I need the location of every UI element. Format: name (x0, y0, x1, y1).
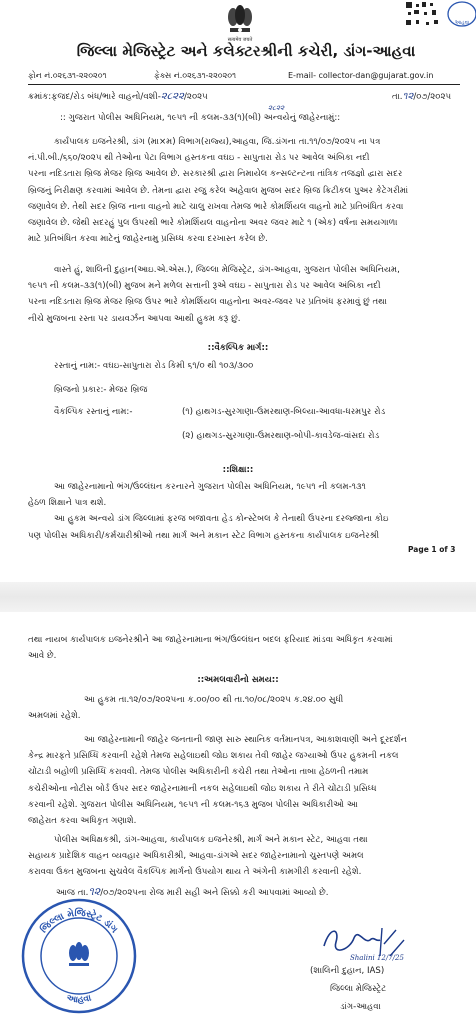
signatory-title: જિલ્લા મેજિસ્ટ્રેટ (330, 984, 387, 994)
subject-line: :: ગુજરાત પોલીસ અધિનિયમ, ૧૯૫૧ ની કલમ-૩૩(૧)(બી) અન્વયેનું જાહેરનામું:: (60, 113, 341, 123)
seal-emblem-icon (69, 942, 89, 966)
seal-bottom-text: આહવા (65, 993, 93, 1006)
signature-mark (320, 920, 410, 964)
signatory-name: (શાલિની દુહાન, IAS) (310, 966, 385, 976)
office-title: જિલ્લા મેજિસ્ટ્રેટ અને કલેક્ટરશ્રીની કચેરી, ડાંગ-આહવા (76, 42, 416, 60)
qr-code-icon (404, 0, 476, 30)
signatory-location: ડાંગ-આહવા (340, 1002, 381, 1012)
proposal-paragraph: કાર્યપાલક ઇજનેરશ્રી, ડાંગ (મા×મ) વિભાગ(રાજ્ય),આહવા, જિ.ડાંગના તા.૧૧/૦૭/૨૦૨૫ ના પત્ર નં.પી.બી./૬૬૦/૨૦૨૫ થી તેઓના પેટા વિભાગ હસ્તકના વઘઇ - સાપુતારા રોડ પર આવેલ અંબિકા નદી પરના નદિડતારા બ્રિજ મેજર બ્રિજ આવેલ છે. સરકારશ્રી દ્વારા નિમાયેલ કન્સલ્ટન્ટના તાંત્રિક તજજ્ઞો દ્વારા સદર બ્રિજનું નિરીક્ષણ કરવામાં આવેલ છે. તેમના દ્વારા રજુ કરેલ અહેવાલ મુજબ સદર બ્રિજ ક્રિટીકલ પુઅર કેટેગરીમાં જણાવેલ છે. તેથી સદર બ્રિજ નાના વાહનો માટે ચાલુ રાખવા તેમજ ભારે કોમર્શિયલ વાહનો માટે પ્રતિબંધિત કરવા જણાવેલ છે. જેથી સદરહું પુલ ઉપરથી ભારે કોમર્શિયલ વાહનોના અવર જવર માટે ૧ (એક) વર્ષના સમયગાળા માટે પ્રતિબંધિત કરવા માટેનું જાહેરનામુ પ્રસિધ્ધ કરવા દરખાસ્ત કરેલ છે. (28, 137, 409, 245)
handwritten-date: ૧૨ (402, 91, 414, 102)
publicity-paragraph: આ જાહેરનામાની જાહેર જનતાની જાણ સારુ સ્થાનિક વર્તમાનપત્ર, આકાશવાણી અને દૂરદર્શન કેન્દ્ર મારફતે પ્રસિધ્ધિ કરવાની રહેશે તેમજ સહેલાઇથી જોઇ શકાય તેવી જાહેર જગ્યાઓ ઉપર હુકમની નકલ ચોંટાડી બહોળી પ્રસિધ્ધિ કરાવવી. તેમજ પોલીસ અધિકારીની કચેરી તથા તેઓના તાબા હેઠળની તમામ કચેરીઓના નોટીસ બોર્ડ ઉપર સદર જાહેરનામાની નકલ સહેલાઇથી જોઇ શકાય તે રીતે ચોંટાડી પ્રસિધ્ધ કરવાની રહેશે. ગુજરાત પોલીસ અધિનિયમ, ૧૯૫૧ ની કલમ-૧૬૩ મુજબ પોલીસ અધિકારીઓ આ જાહેરાત કરવા અધિકૃત ગણાશે. (28, 735, 408, 827)
signing-date-line: આજ તા.૧૨/૦૭/૨૦૨૫ના રોજ મારી સહી અને સિક્કો કરી આપવામાં આવ્યો છે. (56, 885, 329, 898)
order-paragraph: વાસ્તે હું, શાલિની દુહાન(આઇ.એ.એસ.), જિલ્લા મેજિસ્ટ્રેટ, ડાંગ-આહવા, ગુજરાત પોલીસ અધિનિયમ, ૧૯૫૧ ની કલમ-૩૩(૧)(બી) મુજબ મને મળેલ સત્તાની રૂએ વઘઇ - સાપુતારા રોડ પર આવેલ અંબિકા નદી પરના નદિડતારા બ્રિજ મેજર બ્રિજ ઉપર ભારે કોમર્શિયલ વાહનોના અવર-જવર પર પ્રતિબંધ ફરમાવું છું તથા નીચે મુજબના રસ્તા પર ડાયવર્ઝન આપવા આથી હુકમ કરૂ છું. (28, 265, 400, 324)
order-year: /૨૦૨૫ (184, 92, 208, 102)
svg-text:આહવા (66, 993, 93, 1005)
seal-top-text: જિલ્લા મેજિસ્ટ્રેટ ડાંગ (38, 907, 120, 936)
official-seal-icon (18, 895, 140, 1017)
page-number: Page 1 of 3 (408, 545, 456, 554)
enforcement-paragraph: પોલીસ અધિક્ષકશ્રી, ડાંગ-આહવા, કાર્યપાલક ઇજનેરશ્રી, માર્ગ અને મકાન સ્ટેટ, આહવા તથા સહાયક પ્રાદેશિક વાહન વ્યવહાર અધિકારીશ્રી, આહવા-ડાંગએ સદર જાહેરનામાનો ચુસ્તપણે અમલ કરાવવા ઉક્ત મુજબના સુચવેલ વૈકલ્પિક માર્ગનો ઉપયોગ થાય તે અંગેની કામગીરી કરવાની રહેશે. (28, 835, 368, 878)
fax-number: ફેક્સ નં.૦૨૬૩૧-૨૨૦૨૦૧ (154, 71, 237, 80)
alternate-route-heading: ::વૈકલ્પિક માર્ગ:: (207, 343, 269, 353)
road-name: રસ્તાનું નામ:- વઘઇ-સાપુતારા રોડ કિમી ૬૧/૦ થી ૧૦૩/૩૦૦ (54, 361, 254, 371)
emblem-caption: सत्यमेव जयते (227, 37, 253, 43)
order-date: તા.૧૨/૦૭/૨૦૨૫ (392, 91, 452, 102)
subject-handwritten-note: ૨૮૨૨ (268, 104, 285, 112)
punishment-heading: ::શિક્ષા:: (222, 465, 254, 475)
effective-period-heading: ::અમલવારીનો સમય:: (197, 675, 279, 685)
ashoka-emblem-icon (220, 2, 260, 44)
order-handwritten-number: ૨૮૨૨ (160, 91, 184, 102)
order-number: ક્રમાંક:ફજદ/રોડ બંધ/ભારે વાહનો/વશી- (28, 92, 161, 102)
bridge-type: બ્રિજનો પ્રકાર:- મેજર બ્રિજ (54, 385, 148, 395)
handwritten-signing-date: ૧૨ (88, 885, 101, 898)
effective-period-paragraph: આ હુકમ તા.૧૨/૦૭/૨૦૨૫ના ક.૦૦/૦૦ થી તા.૧૦/૦૮/૨૦૨૫ ક.૨૪.૦૦ સુધી અમલમાં રહેશે. (28, 695, 344, 722)
punishment-paragraph: આ જાહેરનામાનો ભંગ/ઉલ્લંઘન કરનારને ગુજરાત પોલીસ અધિનિયમ, ૧૯૫૧ ની કલમ-૧૩૧ હેઠળ શિક્ષાને પાત્ર થશે. આ હુકમ અન્વયે ડાંગ જિલ્લામાં ફરજ બજાવતા હેડ કોન્સ્ટેબલ કે તેનાથી ઉપરના દરજ્જાના કોઇ પણ પોલીસ અધિકારી/કર્મચારીશ્રીઓ તથા માર્ગ અને મકાન સ્ટેટ વિભાગ હસ્તકના કાર્યપાલક ઇજનેરશ્રી (28, 482, 389, 541)
phone-number: ફોન નં.૦૨૬૩૧-૨૨૦૨૦૧ (28, 71, 107, 80)
alternate-route-label: વૈકલ્પિક રસ્તાનું નામ:- (54, 407, 133, 417)
order-reference (28, 89, 208, 105)
email-address: E-mail- collector-dan@gujarat.gov.in (288, 71, 434, 80)
page-separator (0, 582, 476, 612)
alternate-route-1: (૧) હાથગડ-સુરગાણા-ઉમરથાણ-બિલ્યા-આવધા-ધરમપુર રોડ (182, 407, 386, 417)
continuation-paragraph: તથા નાયબ કાર્યપાલક ઇજનેરશ્રીને આ જાહેરનામાના ભંગ/ઉલ્લંઘન બદલ ફરિયાદ માંડવા અધિકૃત કરવામાં આવે છે. (28, 635, 393, 662)
header-divider (28, 84, 460, 85)
qr-stamp-text: આહવા (454, 20, 470, 26)
signature-text: Shalini 12/7/25 (350, 954, 404, 962)
alternate-route-2: (૨) હાથગડ-સુરગાણા-ઉમરથાણ-બોપી-કાવડેજ-વાંસદા રોડ (182, 431, 380, 441)
